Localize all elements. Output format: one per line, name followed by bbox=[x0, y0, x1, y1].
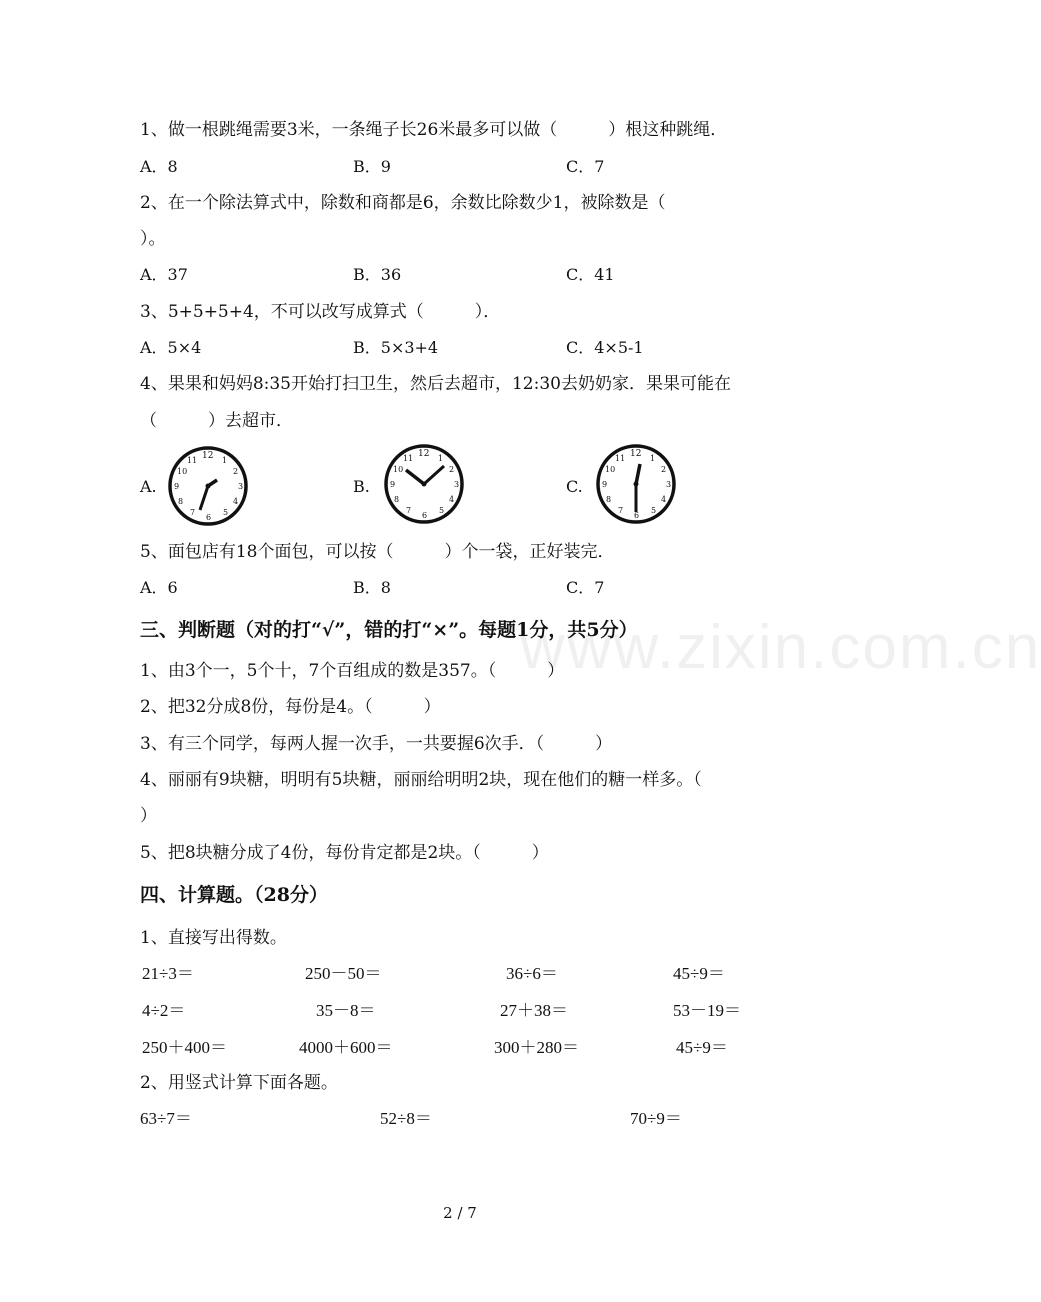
calc-item: 21÷3＝ bbox=[142, 964, 194, 983]
svg-text:11: 11 bbox=[187, 456, 198, 465]
q5-option-a: A．6 bbox=[140, 578, 178, 597]
svg-text:8: 8 bbox=[394, 495, 400, 504]
calc-item: 45÷9＝ bbox=[673, 964, 725, 983]
q5-stem: 5、面包店有18个面包，可以按（ ）个一袋，正好装完． bbox=[140, 542, 615, 562]
svg-text:12: 12 bbox=[202, 451, 214, 461]
calc-sub2: 2、用竖式计算下面各题。 bbox=[140, 1073, 338, 1093]
q4-option-a: A. bbox=[140, 477, 157, 496]
q1-option-c: C．7 bbox=[566, 157, 605, 176]
vertical-calc-item: 52÷8＝ bbox=[380, 1109, 432, 1128]
svg-text:4: 4 bbox=[449, 495, 455, 504]
clock-c-image bbox=[594, 442, 680, 526]
judge-item-5: 5、把8块糖分成了4份，每份肯定都是2块。（ ） bbox=[140, 843, 549, 863]
svg-text:8: 8 bbox=[606, 495, 612, 504]
svg-text:7: 7 bbox=[190, 508, 196, 517]
svg-text:5: 5 bbox=[651, 506, 657, 515]
svg-text:3: 3 bbox=[666, 480, 672, 489]
q4-stem-cont: （ ）去超市． bbox=[140, 411, 293, 431]
vertical-calc-item: 63÷7＝ bbox=[140, 1109, 192, 1128]
svg-text:12: 12 bbox=[630, 449, 642, 459]
section3-heading: 三、判断题（对的打“√”，错的打“×”。每题1分，共5分） bbox=[140, 619, 638, 641]
svg-text:1: 1 bbox=[222, 456, 228, 465]
svg-text:10: 10 bbox=[605, 465, 616, 474]
vertical-calc-item: 70÷9＝ bbox=[630, 1109, 682, 1128]
q1-stem: 1、做一根跳绳需要3米，一条绳子长26米最多可以做（ ）根这种跳绳． bbox=[140, 120, 728, 140]
calc-sub1: 1、直接写出得数。 bbox=[140, 928, 287, 948]
judge-item-4-cont: ） bbox=[140, 806, 157, 826]
calc-item: 36÷6＝ bbox=[506, 964, 558, 983]
q3-option-b: B．5×3+4 bbox=[353, 338, 439, 357]
svg-text:6: 6 bbox=[206, 513, 212, 522]
q3-stem: 3、5+5+5+4，不可以改写成算式（ ）． bbox=[140, 302, 501, 322]
judge-item-4: 4、丽丽有9块糖，明明有5块糖，丽丽给明明2块，现在他们的糖一样多。（ bbox=[140, 770, 702, 790]
calc-item: 4000＋600＝ bbox=[299, 1038, 393, 1057]
svg-text:3: 3 bbox=[454, 480, 460, 489]
calc-item: 4÷2＝ bbox=[142, 1001, 186, 1020]
q2-stem-cont: ）。 bbox=[140, 229, 166, 249]
judge-item-1: 1、由3个一，5个十，7个百组成的数是357。（ ） bbox=[140, 661, 565, 681]
calc-item: 35－8＝ bbox=[316, 1001, 376, 1020]
judge-item-2: 2、把32分成8份，每份是4。（ ） bbox=[140, 697, 441, 717]
clock-b-image bbox=[382, 442, 468, 526]
section4-heading: 四、计算题。（28分） bbox=[140, 884, 328, 906]
svg-text:6: 6 bbox=[634, 511, 640, 520]
calc-item: 250－50＝ bbox=[305, 964, 382, 983]
svg-text:1: 1 bbox=[650, 454, 656, 463]
calc-item: 300＋280＝ bbox=[494, 1038, 579, 1057]
calc-item: 27＋38＝ bbox=[500, 1001, 568, 1020]
clock-a-image bbox=[166, 444, 252, 528]
q2-stem: 2、在一个除法算式中，除数和商都是6，余数比除数少1，被除数是（ bbox=[140, 193, 666, 213]
svg-text:2: 2 bbox=[449, 465, 455, 474]
svg-text:6: 6 bbox=[422, 511, 428, 520]
svg-text:3: 3 bbox=[238, 482, 244, 491]
calc-item: 45÷9＝ bbox=[676, 1038, 728, 1057]
q2-option-c: C．41 bbox=[566, 265, 615, 284]
svg-text:7: 7 bbox=[406, 506, 412, 515]
svg-text:12: 12 bbox=[418, 449, 430, 459]
q4-option-c: C. bbox=[566, 477, 583, 496]
svg-text:1: 1 bbox=[438, 454, 444, 463]
svg-text:11: 11 bbox=[615, 454, 626, 463]
q1-option-b: B．9 bbox=[353, 157, 391, 176]
page-number: 2 / 7 bbox=[443, 1204, 477, 1222]
svg-text:2: 2 bbox=[661, 465, 667, 474]
calc-item: 53－19＝ bbox=[673, 1001, 741, 1020]
q4-option-b: B. bbox=[353, 477, 370, 496]
svg-text:9: 9 bbox=[174, 482, 180, 491]
q2-option-a: A．37 bbox=[140, 265, 188, 284]
judge-item-3: 3、有三个同学，每两人握一次手，一共要握6次手．（ ） bbox=[140, 734, 613, 754]
q2-option-b: B．36 bbox=[353, 265, 402, 284]
svg-text:5: 5 bbox=[223, 508, 229, 517]
q5-option-c: C．7 bbox=[566, 578, 605, 597]
svg-text:5: 5 bbox=[439, 506, 445, 515]
q5-option-b: B．8 bbox=[353, 578, 391, 597]
svg-text:7: 7 bbox=[618, 506, 624, 515]
svg-text:10: 10 bbox=[393, 465, 404, 474]
q3-option-c: C．4×5-1 bbox=[566, 338, 644, 357]
watermark: www.zixin.com.cn bbox=[520, 613, 1041, 682]
svg-text:8: 8 bbox=[178, 497, 184, 506]
svg-text:9: 9 bbox=[390, 480, 396, 489]
q4-stem: 4、果果和妈妈8:35开始打扫卫生，然后去超市，12:30去奶奶家．果果可能在 bbox=[140, 374, 731, 394]
svg-text:2: 2 bbox=[233, 467, 239, 476]
q3-option-a: A．5×4 bbox=[140, 338, 202, 357]
svg-text:10: 10 bbox=[177, 467, 188, 476]
svg-text:4: 4 bbox=[661, 495, 667, 504]
svg-text:9: 9 bbox=[602, 480, 608, 489]
svg-text:4: 4 bbox=[233, 497, 239, 506]
calc-item: 250＋400＝ bbox=[142, 1038, 227, 1057]
svg-text:11: 11 bbox=[403, 454, 414, 463]
q1-option-a: A．8 bbox=[140, 157, 178, 176]
